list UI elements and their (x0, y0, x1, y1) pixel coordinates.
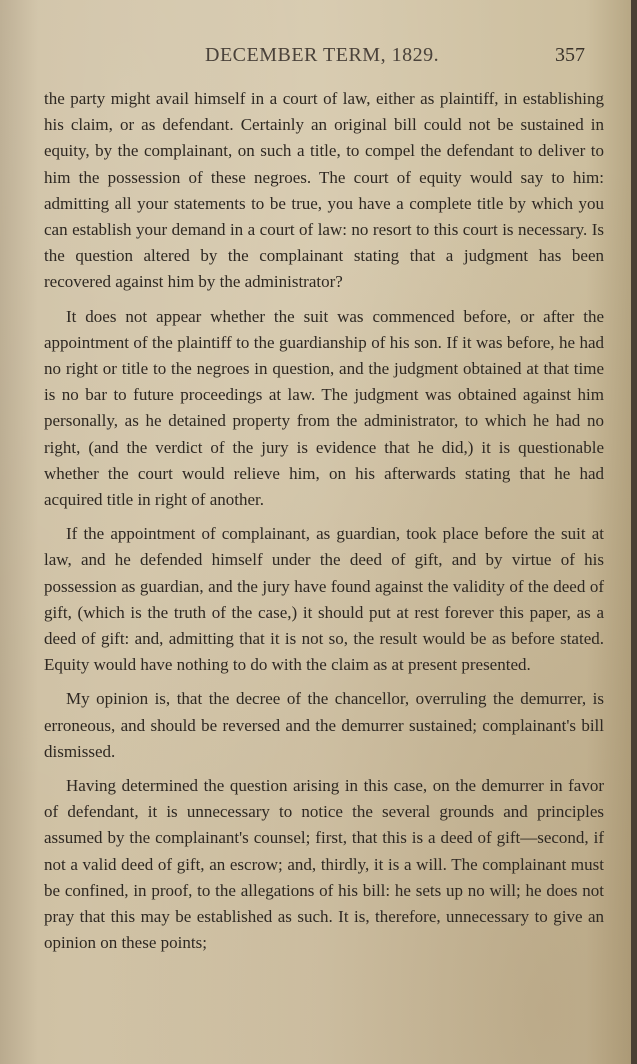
paragraph-3: If the appointment of complainant, as guardian, took place before the suit at law, and he defended himself under the deed of gift, and by virtue of his possession as guardian, and the jury have found against the validity of the deed of gift, (which is the truth of the case,) it should put at rest forever this paper, as a deed of gift: and, admitting that it is not so, the result would be as before stated. Equity would have nothing to do with the claim as at present presented. (44, 524, 604, 675)
running-title: DECEMBER TERM, 1829. (205, 44, 440, 66)
paragraph-2: It does not appear whether the suit was commenced before, or after the appointment of the plaintiff to the guardianship of his son. If it was before, he had no right or title to the negroes in question, and the judgment obtained at that time is no bar to future proceedings at law. The judgment was obtained against him personally, as he detained property from the administrator, to which he had no right, (and the verdict of the jury is evidence that he did,) it is questionable whether the court would relieve him, on his afterwards stating that he had acquired title in right of another. (44, 306, 604, 510)
page-edge-shadow (631, 0, 637, 1064)
body-text (44, 86, 604, 965)
paragraph-1: the party might avail himself in a court of law, either as plaintiff, in establishing his claim, or as defendant. Certainly an original bill could not be sustained in equity, by the complainant, on such a title, to compel the defendant to deliver to him the possession of these negroes. The court of equity would say to him: admitting all your statements to be true, you have a complete title by which you can establish your demand in a court of law: no resort to this court is necessary. Is the question altered by the complainant stating that a judgment has been recovered against him by the administrator? (44, 89, 604, 292)
paragraph-5: Having determined the question arising in this case, on the demurrer in favor of defendant, it is unnecessary to notice the several grounds and principles assumed by the complainant's counsel; first, that this is a deed of gift—second, if not a valid deed of gift, an escrow; and, thirdly, it is a will. The complainant must be confined, in proof, to the allegations of his bill: he sets up no will; he does not pray that this may be established as such. It is, therefore, unnecessary to give an opinion on these points; (44, 776, 604, 953)
page-number: 357 (555, 44, 585, 66)
paragraph-4: My opinion is, that the decree of the chancellor, overruling the demurrer, is erroneous, and should be reversed and the demurrer sustained; complainant's bill dismissed. (44, 689, 604, 761)
page-header (205, 44, 585, 72)
